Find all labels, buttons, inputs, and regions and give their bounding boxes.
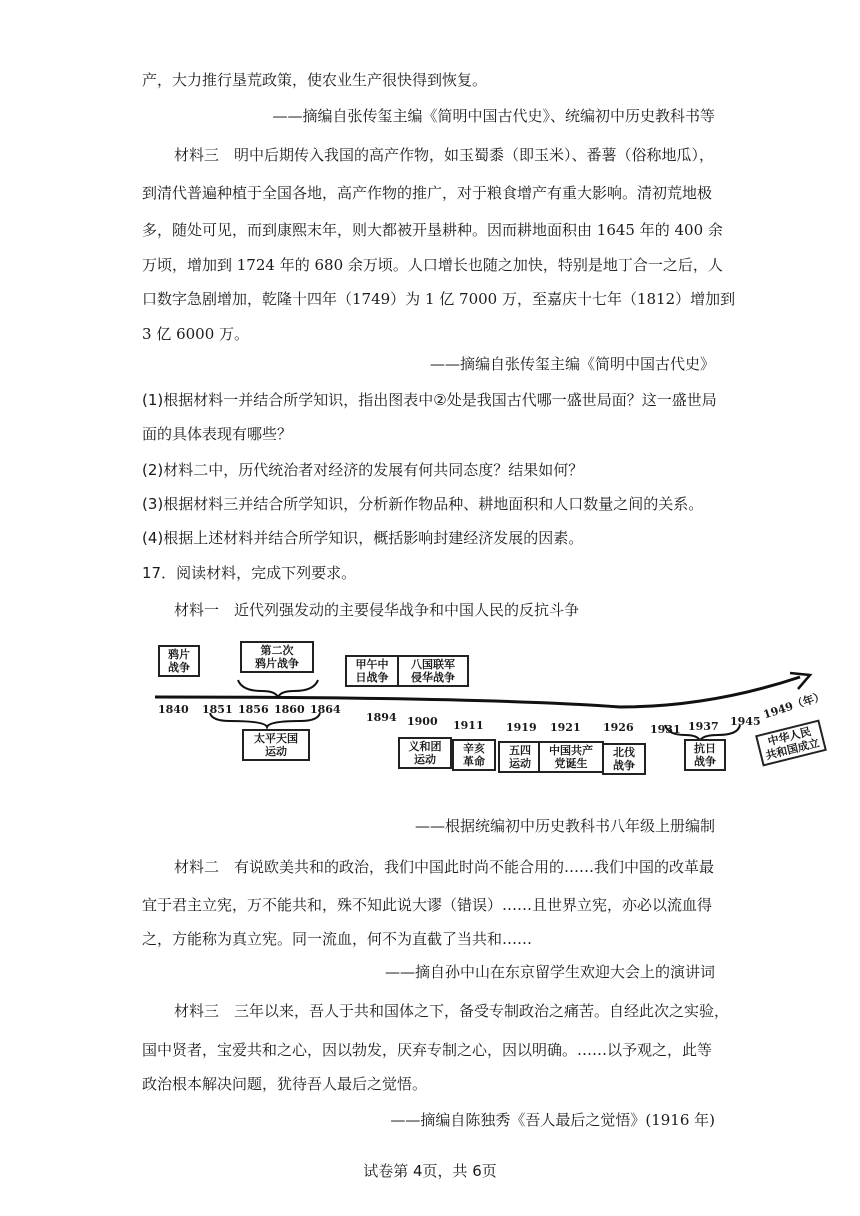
source-citation: ——摘编自张传玺主编《简明中国古代史》 bbox=[429, 355, 715, 373]
source-citation: ——摘编自陈独秀《吾人最后之觉悟》(1916 年) bbox=[390, 1111, 715, 1129]
event-box-northern-expedition: 北伐 战争 bbox=[602, 743, 646, 775]
year-label: 1851 bbox=[202, 703, 233, 716]
paragraph-line: 材料三 明中后期传入我国的高产作物，如玉蜀黍（即玉米）、番薯（俗称地瓜）， bbox=[174, 146, 715, 164]
year-label: 1926 bbox=[603, 721, 634, 734]
paragraph-line: 之，方能称为真立宪。同一流血，何不为直截了当共和…… bbox=[142, 930, 533, 948]
paragraph-line: 口数字急剧增加，乾隆十四年（1749）为 1 亿 7000 万，至嘉庆十七年（1812）增加到 bbox=[142, 290, 736, 308]
year-label: 1911 bbox=[453, 719, 484, 732]
year-label: 1937 bbox=[688, 720, 719, 733]
event-box-prc-founded: 中华人民 共和国成立 bbox=[755, 719, 827, 766]
paragraph-line: 3 亿 6000 万。 bbox=[142, 325, 250, 343]
year-label: 1945 bbox=[730, 715, 761, 728]
source-citation: ——摘自孙中山在东京留学生欢迎大会上的演讲词 bbox=[384, 963, 715, 981]
event-box-taiping: 太平天国 运动 bbox=[242, 729, 310, 761]
paragraph-line: 多，随处可见，而到康熙末年，则大都被开垦耕种。因而耕地面积由 1645 年的 400 余 bbox=[142, 221, 723, 239]
paragraph-line: 政治根本解决问题，犹待吾人最后之觉悟。 bbox=[142, 1075, 428, 1093]
event-box-eight-nation-alliance: 八国联军 侵华战争 bbox=[397, 655, 469, 687]
year-label: 1840 bbox=[158, 703, 189, 716]
event-box-opium-war: 鸦片 战争 bbox=[158, 645, 200, 677]
question-line: (3)根据材料三并结合所学知识，分析新作物品种、耕地面积和人口数量之间的关系。 bbox=[142, 495, 704, 513]
question-line: (4)根据上述材料并结合所学知识，概括影响封建经济发展的因素。 bbox=[142, 529, 584, 547]
paragraph-line: 到清代普遍种植于全国各地，高产作物的推广，对于粮食增产有重大影响。清初荒地极 bbox=[142, 184, 713, 202]
year-label: 1949（年） bbox=[761, 689, 827, 722]
paragraph-line: 万顷，增加到 1724 年的 680 余万顷。人口增长也随之加快，特别是地丁合一之后，人 bbox=[142, 256, 723, 274]
page-footer: 试卷第 4页，共 6页 bbox=[363, 1162, 497, 1180]
year-label: 1919 bbox=[506, 721, 537, 734]
event-box-cpc-founded: 中国共产 党诞生 bbox=[538, 741, 604, 773]
year-label: 1860 bbox=[274, 703, 305, 716]
event-box-boxer: 义和团 运动 bbox=[398, 737, 452, 769]
paragraph-line: 宜于君主立宪，万不能共和，殊不知此说大谬（错误）……且世界立宪，亦必以流血得 bbox=[142, 896, 713, 914]
year-label: 1856 bbox=[238, 703, 269, 716]
year-label: 1894 bbox=[366, 711, 397, 724]
question-line: (1)根据材料一并结合所学知识，指出图表中②处是我国古代哪一盛世局面？这一盛世局 bbox=[142, 391, 717, 409]
paragraph-line: 材料二 有说欧美共和的政治，我们中国此时尚不能合用的……我们中国的改革最 bbox=[174, 858, 715, 876]
paragraph-line: 产，大力推行垦荒政策，使农业生产很快得到恢复。 bbox=[142, 71, 488, 89]
timeline-figure bbox=[150, 635, 827, 805]
source-citation: ——根据统编初中历史教科书八年级上册编制 bbox=[414, 817, 715, 835]
year-label: 1900 bbox=[407, 715, 438, 728]
paragraph-line: 国中贤者，宝爱共和之心，因以勃发，厌弃专制之心，因以明确。……以予观之，此等 bbox=[142, 1041, 713, 1059]
event-box-may-fourth: 五四 运动 bbox=[498, 741, 542, 773]
event-box-second-opium-war: 第二次 鸦片战争 bbox=[240, 641, 314, 673]
source-citation: ——摘编自张传玺主编《简明中国古代史》、统编初中历史教科书等 bbox=[272, 107, 715, 125]
question-line: 17．阅读材料，完成下列要求。 bbox=[142, 564, 357, 582]
material-title: 材料一 近代列强发动的主要侵华战争和中国人民的反抗斗争 bbox=[174, 601, 580, 619]
year-label: 1931 bbox=[650, 723, 681, 736]
question-line: 面的具体表现有哪些？ bbox=[142, 425, 293, 443]
year-label: 1921 bbox=[550, 721, 581, 734]
paragraph-line: 材料三 三年以来，吾人于共和国体之下，备受专制政治之痛苦。自经此次之实验， bbox=[174, 1002, 730, 1020]
event-box-xinhai: 辛亥 革命 bbox=[452, 739, 496, 771]
event-box-anti-japanese-war: 抗日 战争 bbox=[684, 739, 726, 771]
question-line: (2)材料二中，历代统治者对经济的发展有何共同态度？结果如何？ bbox=[142, 461, 584, 479]
year-label: 1864 bbox=[310, 703, 341, 716]
event-box-sino-japanese-war: 甲午中 日战争 bbox=[345, 655, 399, 687]
